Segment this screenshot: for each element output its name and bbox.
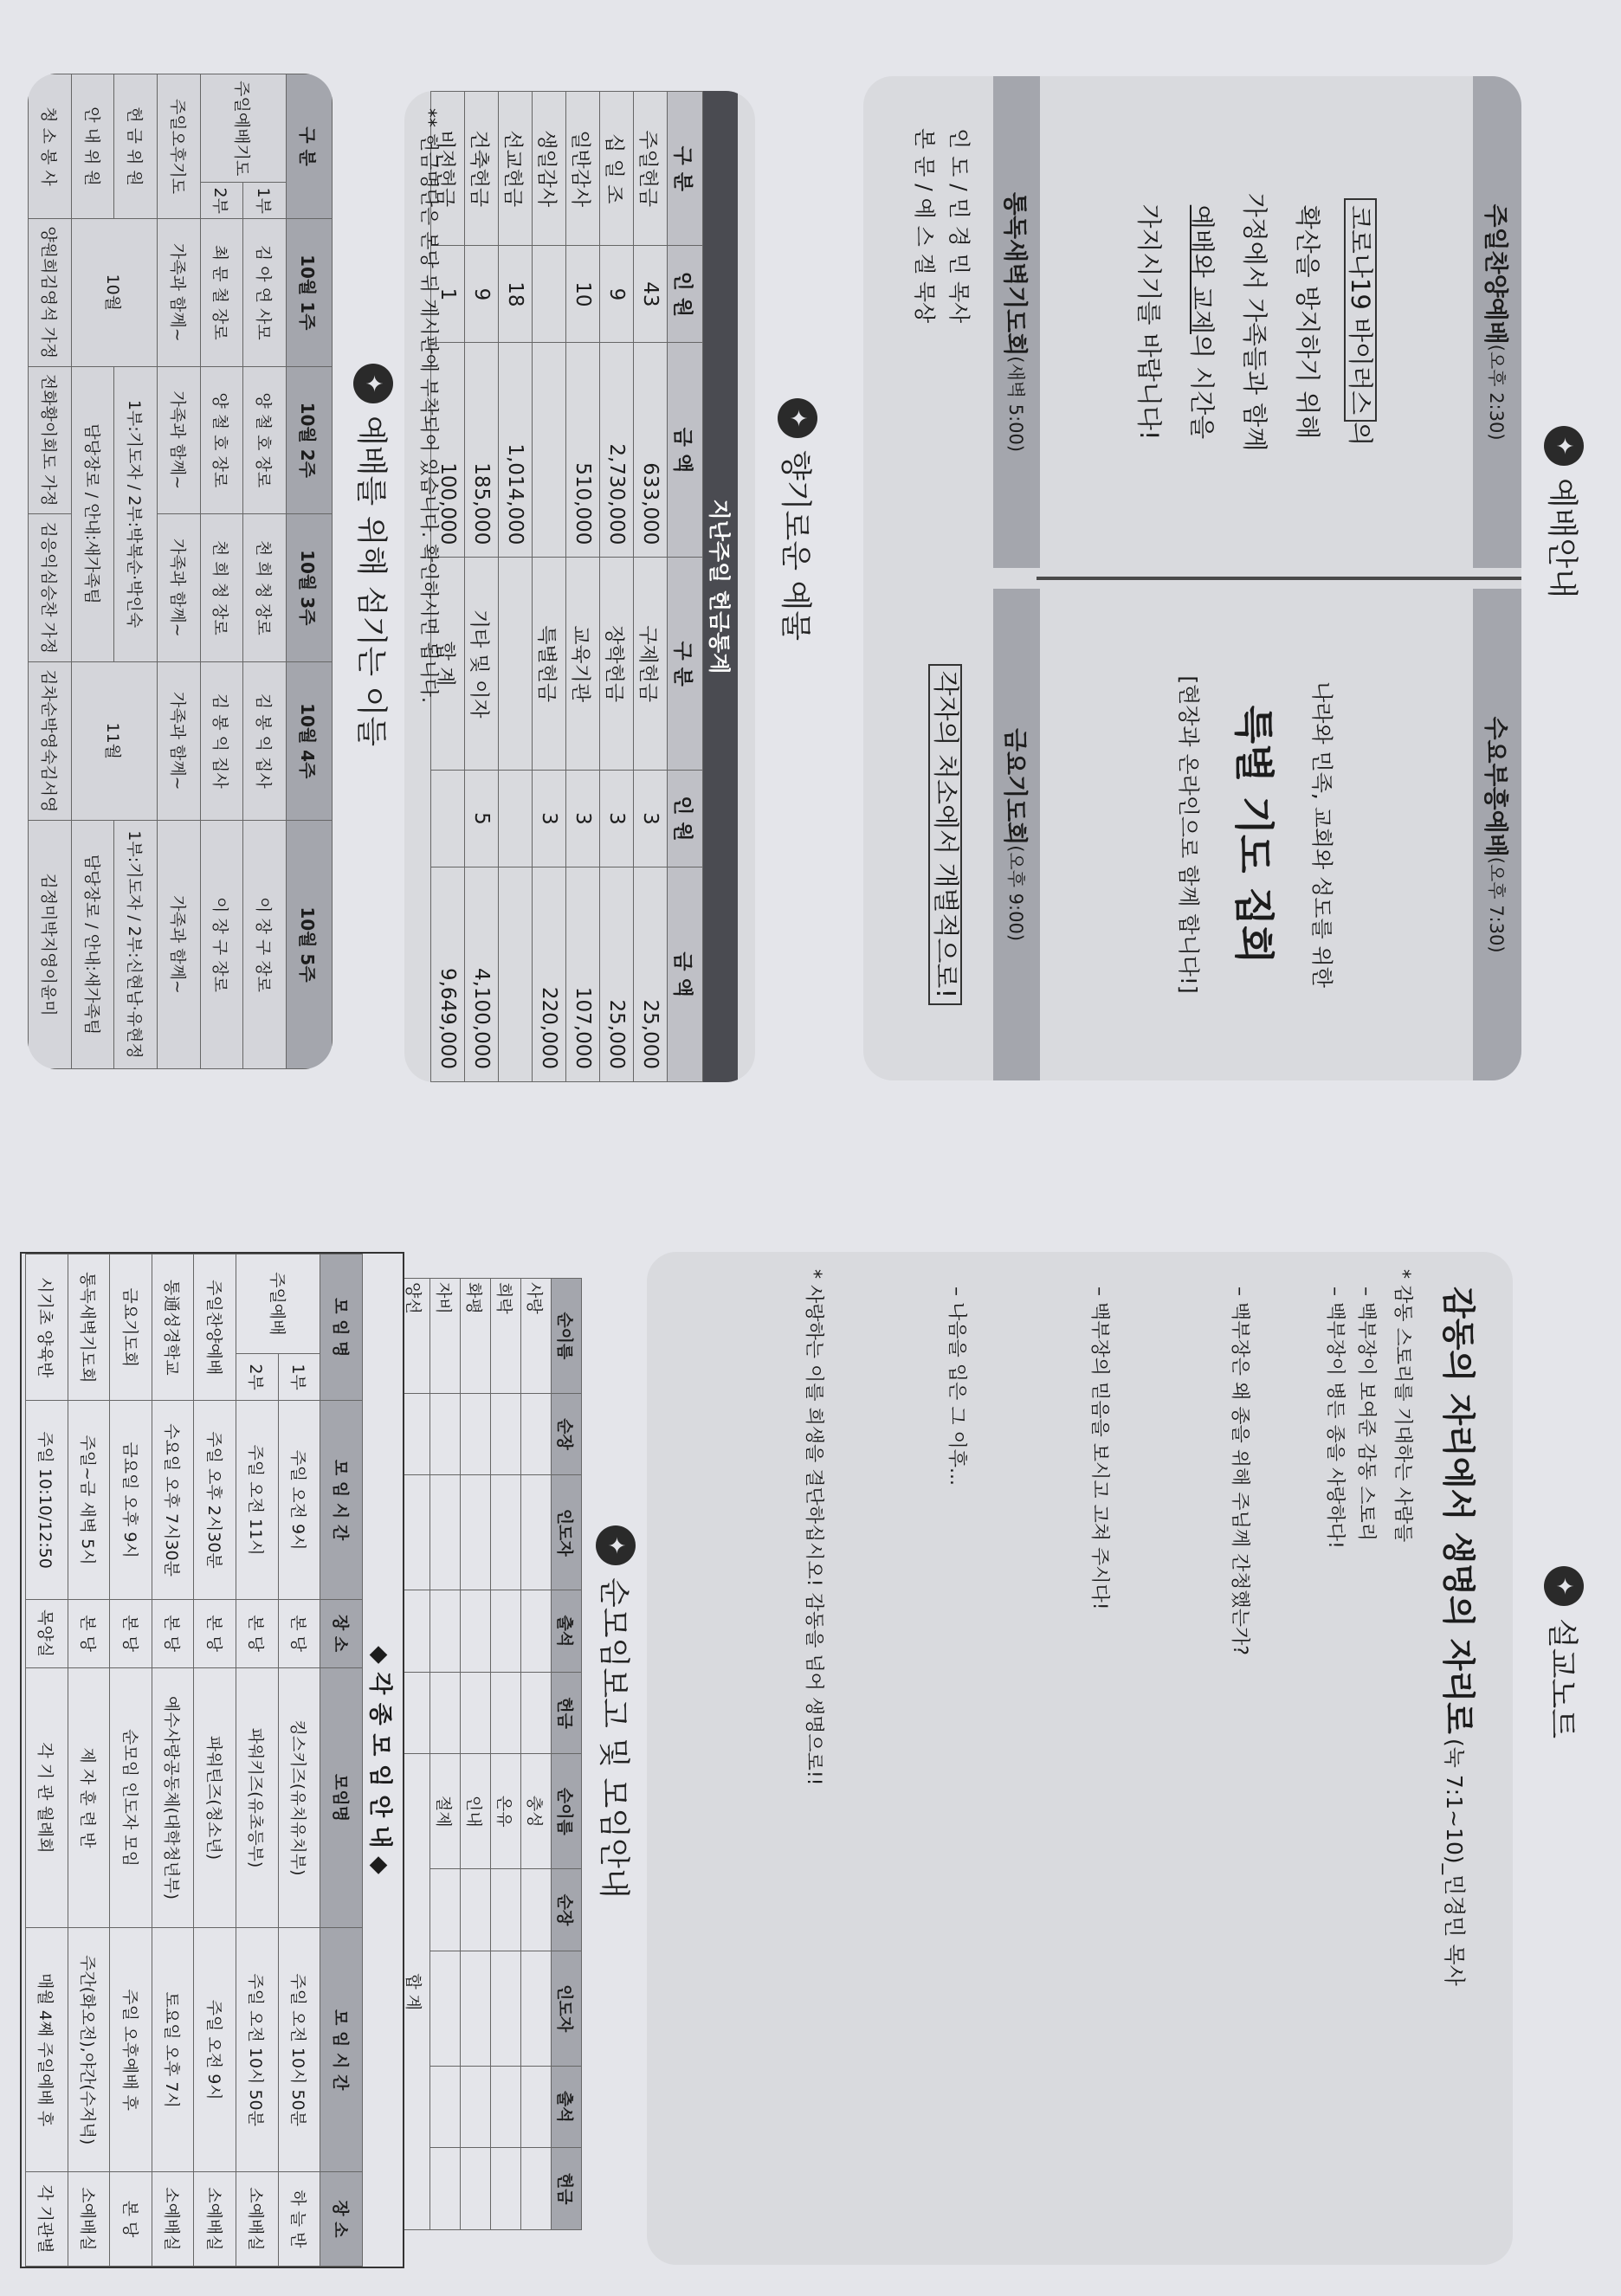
offering-cell: 633,000 (634, 343, 668, 558)
servers-cell: 최 문 철 장로 (200, 219, 243, 367)
meetings-header-row (320, 1254, 363, 2267)
report-cell (491, 2066, 521, 2148)
servers-cell: 양원희김영석 가정 (29, 219, 72, 367)
wednesday-headline: 특별 기도 집회 (1230, 705, 1277, 964)
meeting-cell: 제 자 훈 련 반 (68, 1667, 110, 1928)
meeting-cell: 목양실 (26, 1599, 68, 1667)
meeting-cell: 주일 오후예배 후 (110, 1928, 152, 2171)
sunday-line1-keyword: 코로나19 바이러스 (1345, 198, 1378, 422)
meeting-cell: 주일 오전 10시 50분 (236, 1928, 279, 2171)
afternoon-prayer-label: 주일오후기도 (157, 74, 200, 219)
report-cell (521, 2148, 552, 2230)
offering-cell: 생일감사 (533, 92, 566, 246)
report-cell (521, 1951, 552, 2066)
servers-header-cell: 10월 2주 (286, 366, 332, 514)
servers-cell: 이 장 구 장로 (243, 820, 287, 1068)
sunday-service-band (1473, 76, 1521, 568)
offering-cell (499, 867, 533, 1081)
report-header-cell: 순이름 (552, 1279, 582, 1394)
group-name: 절제 (430, 1754, 461, 1869)
sunday-line5: 가지시기를 바랍니다! (1134, 203, 1165, 441)
wednesday-service-time: (오후 7:30) (1486, 856, 1507, 953)
church-emblem-icon: ✦ (354, 364, 394, 403)
dawn-text-value: / 예 스 겔 묵상 (912, 184, 937, 324)
servers-cell: 가족과 함께~ (157, 366, 200, 514)
meetings-header-cell: 장 소 (320, 1599, 363, 1667)
meeting-cell: 하 늘 반 (278, 2171, 320, 2266)
offering-table (430, 91, 703, 1082)
meeting-cell: 본 당 (236, 1599, 279, 1667)
sermon-point-3: – 백부장은 왜 종을 위해 주님께 간청했는가? (1229, 1287, 1250, 1655)
offering-cell: 교육기관 (566, 558, 600, 771)
month2-label: 11월 (71, 661, 157, 820)
group-name: 인내 (461, 1754, 491, 1869)
report-cell (461, 1869, 491, 1951)
friday-prayer-band (993, 589, 1040, 1080)
offering-cell: 비전헌금 (431, 92, 465, 246)
meetings-header-cell: 장 소 (320, 2171, 363, 2266)
worship-panel (863, 76, 1521, 1080)
month1-line1: 1부:기도자 / 2부:박복순·박인숙 (114, 366, 158, 661)
month1-line2: 담당장로 / 안내:새가족팀 (71, 366, 114, 661)
offering-cell: 510,000 (566, 343, 600, 558)
offering-header-cell: 금 액 (668, 343, 703, 558)
servers-header-cell: 10월 3주 (286, 514, 332, 662)
month2-line2: 담당장로 / 안내:새가족팀 (71, 820, 114, 1068)
offering-cell (431, 770, 465, 867)
wednesday-service-title: 수요부흥예배 (1482, 716, 1510, 857)
meeting-cell: 예수사랑공동체(대학청년부) (152, 1667, 194, 1928)
offering-cell: 선교헌금 (499, 92, 533, 246)
offering-cell: 107,000 (566, 867, 600, 1081)
meetings-row (110, 1254, 152, 2267)
report-header-cell: 순이름 (552, 1754, 582, 1869)
guide-committee-label: 안 내 위 원 (71, 74, 114, 219)
meeting-cell: 파워키즈(유초등부) (236, 1667, 279, 1928)
meeting-cell: 주일 10:10/12:50 (26, 1401, 68, 1599)
cleaning-label: 청 소 봉 사 (29, 74, 72, 219)
offering-cell: 185,000 (465, 343, 499, 558)
report-header-cell: 인도자 (552, 1951, 582, 2066)
meeting-cell: 본 당 (194, 1599, 236, 1667)
meeting-cell: 파워틴즈(청소년) (194, 1667, 236, 1928)
meeting-cell: 주일 오전 9시 (194, 1928, 236, 2171)
servers-cell: 김차순박영숙김서영 (29, 661, 72, 820)
offering-committee-label: 헌 금 위 원 (114, 74, 158, 219)
report-cell (491, 1869, 521, 1951)
report-cell (461, 2066, 491, 2148)
sermon-bullet-1: * 감동 스토리를 기대하는 사람들 (1392, 1269, 1413, 1543)
servers-cell: 천 희 청 장로 (243, 514, 287, 662)
offering-row (566, 92, 600, 1082)
sermon-point-4: – 백부장의 믿음을 보시고 고쳐 주시다! (1088, 1287, 1110, 1610)
report-cell (461, 1393, 491, 1475)
dawn-prayer-time: (새벽 5:00) (1005, 356, 1026, 453)
report-cell (521, 2066, 552, 2148)
offering-header-row (668, 92, 703, 1082)
offering-header-cell: 인 원 (668, 770, 703, 867)
meeting-cell: 본 당 (278, 1599, 320, 1667)
meeting-cell: 주일 오후 2시30분 (194, 1401, 236, 1599)
offering-header-title: 향기로운 예물 (778, 450, 813, 642)
offering-row (499, 92, 533, 1082)
offering-caption: 지난주일 헌금통계 (703, 91, 738, 1082)
report-cell (491, 1951, 521, 2066)
sermon-reference: (눅 7:1~10)_민경민 목사 (1442, 1738, 1467, 1986)
part1-label: 1부 (243, 183, 287, 219)
meetings-box (20, 1252, 404, 2268)
offering-header-cell: 금 액 (668, 867, 703, 1081)
sunday-service-time: (오후 2:30) (1486, 344, 1507, 441)
meeting-part: 2부 (236, 1353, 279, 1401)
offering-cell (499, 770, 533, 867)
group-name: 희락 (491, 1279, 521, 1394)
meeting-part: 1부 (278, 1353, 320, 1401)
report-row (491, 1279, 521, 2230)
offering-cell: 9 (600, 246, 634, 343)
offering-panel (404, 91, 755, 1082)
meetings-row (194, 1254, 236, 2267)
offering-cell: 1,014,000 (499, 343, 533, 558)
group-name: 충성 (521, 1754, 552, 1869)
church-emblem-icon: ✦ (778, 398, 818, 438)
report-header-cell: 출석 (552, 2066, 582, 2148)
report-cell (430, 1672, 461, 1754)
servers-header-cell: 10월 4주 (286, 661, 332, 820)
sunday-prayer-label: 주일예배기도 (200, 74, 286, 183)
report-cell (430, 1475, 461, 1590)
panel-divider (1037, 577, 1521, 580)
servers-header-row (286, 74, 332, 1069)
dawn-leader-value: / 민 경 민 목사 (946, 184, 972, 324)
report-header-cell: 인도자 (552, 1475, 582, 1590)
friday-prayer-time: (오후 9:00) (1005, 845, 1026, 942)
dawn-prayer-band (993, 76, 1040, 568)
meeting-name: 금요기도회 (110, 1254, 152, 1401)
report-cell (521, 1869, 552, 1951)
meeting-name: 주일찬양예배 (194, 1254, 236, 1401)
report-cell (461, 1951, 491, 2066)
meeting-cell: 주간(화오전),야간(수저녁) (68, 1928, 110, 2171)
offering-header-cell: 구 분 (668, 92, 703, 246)
report-cell (491, 1393, 521, 1475)
servers-cell: 천 희 청 장로 (200, 514, 243, 662)
offering-cell: 특별헌금 (533, 558, 566, 771)
meeting-cell: 소예배실 (152, 2171, 194, 2266)
meeting-cell: 소예배실 (236, 2171, 279, 2266)
right-page (0, 1148, 1621, 2296)
wednesday-service-body (1040, 589, 1473, 1080)
meeting-cell: 주일 오전 10시 50분 (278, 1928, 320, 2171)
report-cell (430, 1951, 461, 2066)
meeting-cell: 각 기관별 (26, 2171, 68, 2266)
servers-cell: 가족과 함께~ (157, 514, 200, 662)
servers-cell: 양 철 호 장로 (243, 366, 287, 514)
report-header-cell: 헌금 (552, 1672, 582, 1754)
meeting-cell: 금요일 오후 9시 (110, 1401, 152, 1599)
offering-header (776, 398, 820, 641)
sermon-note-title: 설교노트 (1544, 1618, 1579, 1739)
meeting-cell: 주일 오전 11시 (236, 1401, 279, 1599)
offering-row (600, 92, 634, 1082)
wednesday-line1: 나라와 민족, 교회와 성도를 위한 (1309, 681, 1334, 988)
sermon-point-5: – 나음을 입은 그 이후... (946, 1287, 967, 1486)
report-cell (461, 1672, 491, 1754)
church-emblem-icon: ✦ (1545, 426, 1585, 466)
offering-cell (533, 343, 566, 558)
meeting-cell: 킹스키즈(유치유치부) (278, 1667, 320, 1928)
sermon-title-row (1437, 1287, 1485, 1986)
church-emblem-icon: ✦ (597, 1525, 636, 1565)
meeting-name: 통독새벽기도회 (68, 1254, 110, 1401)
report-cell (491, 2148, 521, 2230)
offering-cell: 일반감사 (566, 92, 600, 246)
offering-cell: 25,000 (600, 867, 634, 1081)
offering-cell: 43 (634, 246, 668, 343)
offering-cell: 9 (465, 246, 499, 343)
group-name: 사랑 (521, 1279, 552, 1394)
servers-row (200, 74, 243, 1069)
report-header-cell: 헌금 (552, 2148, 582, 2230)
month2-line1: 1부:기도자 / 2부:신현남·유현정 (114, 820, 158, 1068)
servers-cell: 가족과 함께~ (157, 661, 200, 820)
servers-header-cell: 10월 1주 (286, 219, 332, 367)
offering-cell: 십 일 조 (600, 92, 634, 246)
sunday-line3: 가정에서 가족들과 함께 (1240, 192, 1270, 452)
sunday-line4-keyword: 예배와 교제 (1187, 204, 1217, 334)
servers-header (352, 364, 396, 746)
offering-cell (499, 558, 533, 771)
meetings-caption: ◆ 각 종 모 임 안 내 ◆ (366, 1646, 394, 1874)
report-cell (491, 1672, 521, 1754)
servers-header-cell: 10월 5주 (286, 820, 332, 1068)
meeting-name: 통通성경학교 (152, 1254, 194, 1401)
sermon-point-2: – 백부장이 병든 종을 사랑하다! (1324, 1287, 1346, 1549)
offering-row (465, 92, 499, 1082)
report-row (521, 1279, 552, 2230)
offering-cell: 2,730,000 (600, 343, 634, 558)
offering-cell: 9,649,000 (431, 867, 465, 1081)
report-cell (521, 1590, 552, 1673)
month1-label: 10월 (71, 219, 157, 367)
offering-cell: 18 (499, 246, 533, 343)
report-header-cell: 출석 (552, 1590, 582, 1673)
report-cell (430, 1590, 461, 1673)
servers-cell: 김 봉 익 집사 (200, 661, 243, 820)
offering-cell: 3 (566, 770, 600, 867)
meeting-cell: 토요일 오후 7시 (152, 1928, 194, 2171)
meeting-cell: 수요일 오후 7시30분 (152, 1401, 194, 1599)
report-cell (521, 1672, 552, 1754)
meeting-cell: 순모임 인도자 모임 (110, 1667, 152, 1928)
report-cell (430, 2066, 461, 2148)
meeting-name: 주일예배 (236, 1254, 320, 1354)
sermon-closing: * 사랑하는 이를 희생을 결단하십시오! 감동을 넘어 생명으로!! (803, 1269, 824, 1786)
offering-cell: 220,000 (533, 867, 566, 1081)
sermon-point-1: – 백부장이 보여준 감동 스토리 (1355, 1287, 1377, 1541)
sermon-panel (647, 1252, 1513, 2265)
report-cell (430, 1393, 461, 1475)
report-cell (491, 1590, 521, 1673)
group-name: 합 계 (400, 1754, 430, 2230)
meeting-cell: 소예배실 (68, 2171, 110, 2266)
servers-row (114, 74, 158, 1069)
servers-cell: 양 철 호 장로 (200, 366, 243, 514)
report-cell (461, 1590, 491, 1673)
sermon-title: 감동의 자리에서 생명의 자리로 (1439, 1287, 1477, 1734)
offering-cell: 장학헌금 (600, 558, 634, 771)
servers-row (243, 74, 287, 1069)
servers-cell: 김응익심승찬 가정 (29, 514, 72, 662)
meeting-cell: 소예배실 (194, 2171, 236, 2266)
group-name: 자비 (430, 1279, 461, 1394)
meeting-cell: 매월 4째 주일예배 후 (26, 1928, 68, 2171)
report-header-cell: 순장 (552, 1393, 582, 1475)
report-cell (521, 1475, 552, 1590)
servers-row (29, 74, 72, 1069)
report-cell (430, 2148, 461, 2230)
dawn-leader-label: 인 도 (946, 128, 972, 177)
meeting-name: 시기초 양육반 (26, 1254, 68, 1401)
offering-cell: 100,000 (431, 343, 465, 558)
report-header-cell: 순장 (552, 1869, 582, 1951)
report-cell (491, 1475, 521, 1590)
servers-cell: 전화황이회도 가정 (29, 366, 72, 514)
dawn-prayer-body (907, 128, 976, 561)
meetings-row (278, 1254, 320, 2267)
offering-cell: 3 (634, 770, 668, 867)
meeting-cell: 본 당 (68, 1599, 110, 1667)
meeting-cell: 주일~금 새벽 5시 (68, 1401, 110, 1599)
report-header-row (552, 1279, 582, 2230)
meeting-cell: 본 당 (110, 2171, 152, 2266)
worship-info-title: 예배안내 (1544, 478, 1579, 599)
offering-cell: 3 (600, 770, 634, 867)
wednesday-service-band (1473, 589, 1521, 1080)
offering-cell: 10 (566, 246, 600, 343)
report-cell (461, 1475, 491, 1590)
offering-cell: 25,000 (634, 867, 668, 1081)
servers-row (157, 74, 200, 1069)
offering-cell: 1 (431, 246, 465, 343)
group-name: 온유 (491, 1754, 521, 1869)
sunday-service-body (1040, 76, 1473, 568)
servers-cell: 가족과 함께~ (157, 219, 200, 367)
offering-cell: 구제헌금 (634, 558, 668, 771)
meetings-header-cell: 모 임 명 (320, 1254, 363, 1401)
group-name: 화평 (461, 1279, 491, 1394)
part2-label: 2부 (200, 183, 243, 219)
friday-prayer-text: 각자의 처소에서 개별적으로! (928, 664, 962, 1006)
sunday-line1-suffix: 의 (1346, 422, 1376, 447)
sunday-line2: 확산을 방지하기 위해 (1293, 204, 1323, 440)
friday-prayer-title: 금요기도회 (1001, 727, 1030, 846)
offering-cell: 합 계 (431, 558, 465, 771)
meetings-row (26, 1254, 68, 2267)
offering-header-cell: 구 분 (668, 558, 703, 771)
servers-cell: 김 봉 익 집사 (243, 661, 287, 820)
group-report-table (399, 1278, 582, 2230)
servers-cell: 김정미박지영이윤미 (29, 820, 72, 1068)
sunday-service-title: 주일찬양예배 (1482, 203, 1510, 345)
servers-cell: 가족과 함께~ (157, 820, 200, 1068)
meeting-cell: 각 기 관 월례회 (26, 1667, 68, 1928)
meetings-row (152, 1254, 194, 2267)
report-cell (521, 1393, 552, 1475)
meetings-header-cell: 모 임 시 간 (320, 1401, 363, 1599)
meetings-row (68, 1254, 110, 2267)
servers-header-title: 예배를 위해 섬기는 이들 (353, 416, 389, 747)
dawn-prayer-title: 통독새벽기도회 (1001, 191, 1030, 357)
servers-table (28, 74, 333, 1069)
meeting-cell: 본 당 (152, 1599, 194, 1667)
church-emblem-icon: ✦ (1545, 1566, 1585, 1606)
servers-cell: 김 아 연 사모 (243, 219, 287, 367)
report-header-title: 순모임보고 및 모임안내 (596, 1577, 631, 1899)
offering-cell: 3 (533, 770, 566, 867)
group-name: 양선 (400, 1279, 430, 1394)
servers-panel (28, 74, 333, 1069)
report-cell (461, 2148, 491, 2230)
dawn-text-label: 본 문 (912, 128, 937, 177)
sermon-note-header (1542, 1566, 1586, 1738)
worship-info-header (1542, 426, 1586, 598)
report-header (594, 1525, 638, 1899)
servers-header-cell: 구 분 (286, 74, 332, 219)
meetings-row (236, 1254, 279, 2267)
meetings-header-cell: 모 임 시 간 (320, 1928, 363, 2171)
offering-header-cell: 인 원 (668, 246, 703, 343)
report-row (461, 1279, 491, 2230)
wednesday-line3: [현장과 온라인으로 함께 합니다!] (1176, 675, 1201, 994)
offering-cell: 4,100,000 (465, 867, 499, 1081)
meeting-cell: 주일 오전 9시 (278, 1401, 320, 1599)
meetings-table (25, 1254, 363, 2267)
meeting-cell: 본 당 (110, 1599, 152, 1667)
meetings-header-cell: 모임명 (320, 1667, 363, 1928)
offering-cell: 5 (465, 770, 499, 867)
servers-cell: 이 장 구 장로 (200, 820, 243, 1068)
friday-prayer-body (929, 589, 967, 1080)
offering-cell: 주일헌금 (634, 92, 668, 246)
report-row (430, 1279, 461, 2230)
offering-row (634, 92, 668, 1082)
offering-row (533, 92, 566, 1082)
sunday-line4-suffix: 의 시간을 (1187, 334, 1217, 440)
offering-cell: 기타 및 이자 (465, 558, 499, 771)
offering-note: ** 헌금명단은 본당 뒤 게시판에 부착되어 있습니다. 확인하시면 됩니다. (417, 108, 439, 703)
offering-cell: 건축헌금 (465, 92, 499, 246)
report-cell (430, 1869, 461, 1951)
offering-cell (533, 246, 566, 343)
